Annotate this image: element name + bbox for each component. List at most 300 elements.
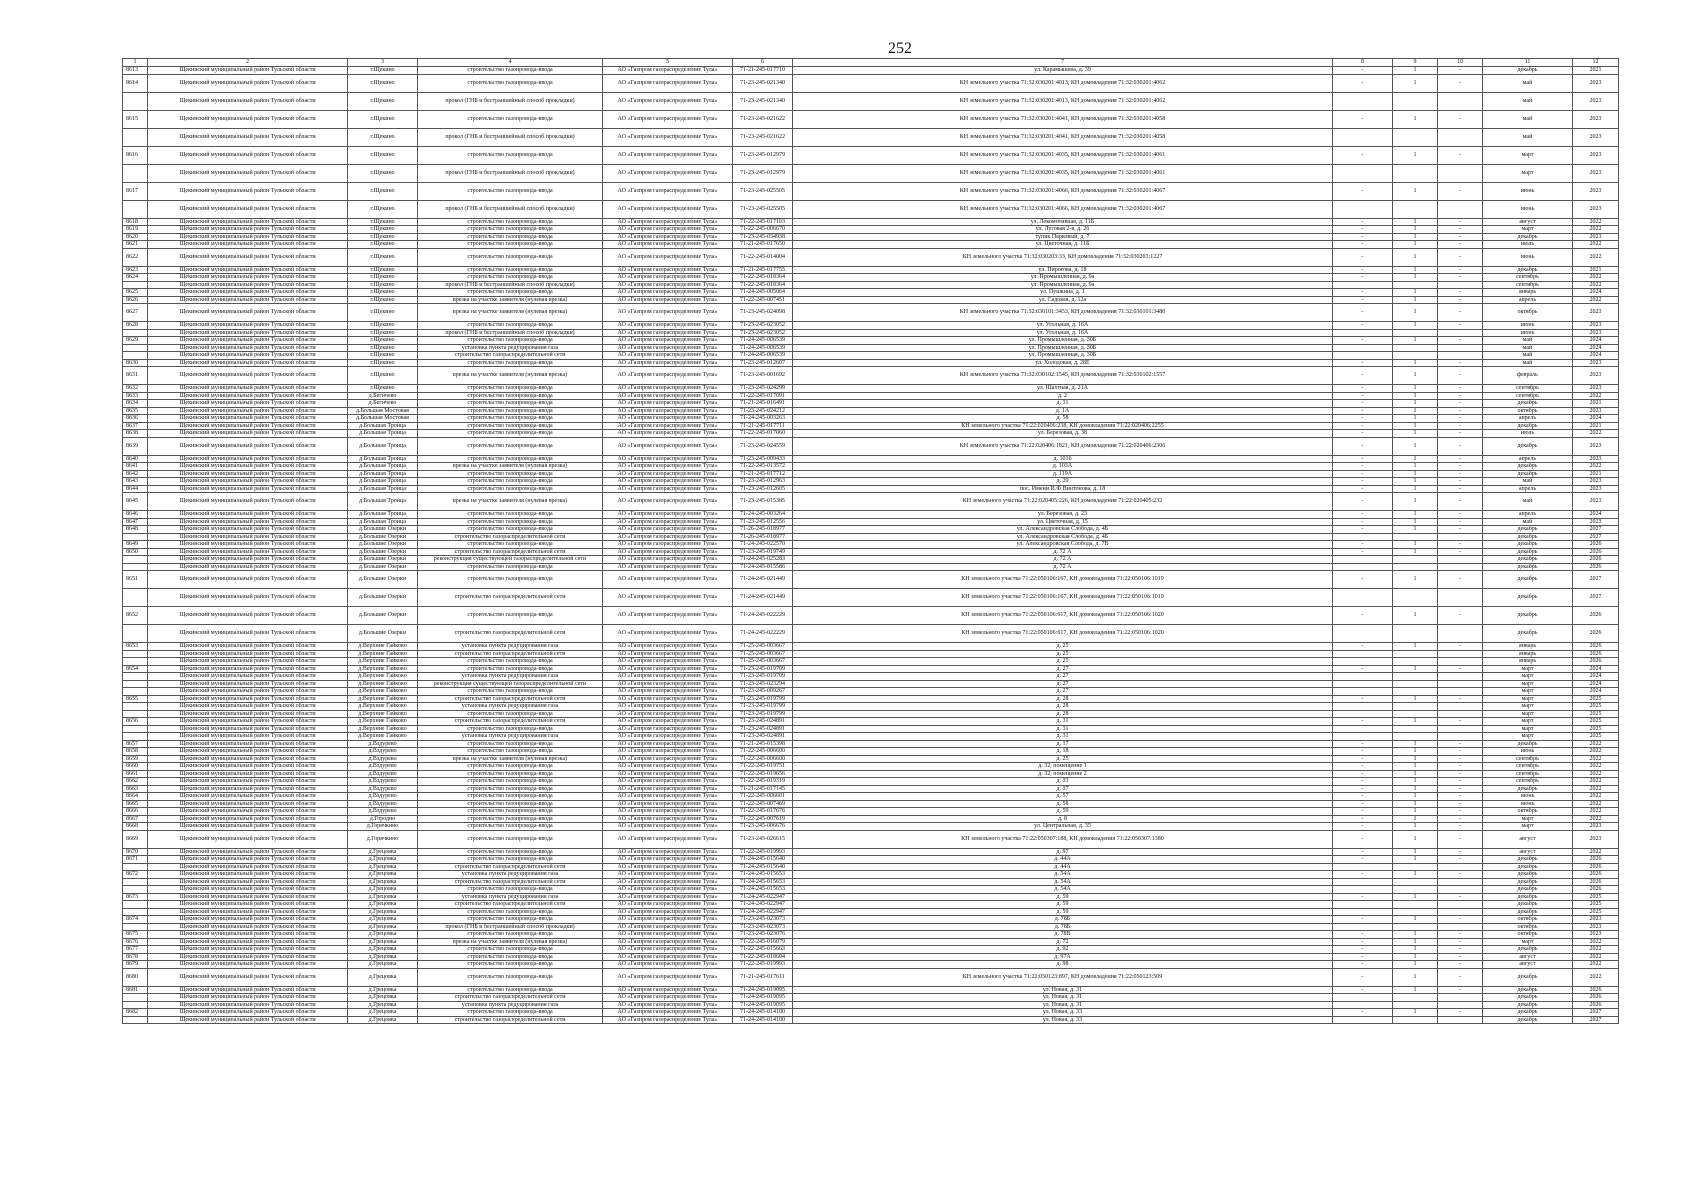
table-cell-col1 (123, 703, 148, 711)
table-cell-col9: 1 (1393, 548, 1438, 556)
table-cell-col12: 2027 (1573, 589, 1619, 607)
table-cell-col7: д. 103А (793, 463, 1333, 471)
table-cell-col3: г.Щекино (348, 337, 418, 345)
table-cell-col8: - (1333, 74, 1393, 92)
table-cell-col7: д. 98 (793, 961, 1333, 969)
table-cell-col5: АО «Газпром газораспределение Тула» (603, 931, 733, 939)
table-cell-col8: - (1333, 385, 1393, 393)
table-cell-col2: Щекинский муниципальный район Тульской области (148, 518, 348, 526)
table-cell-col7: д. 31 (793, 733, 1333, 741)
table-cell-col10 (1438, 563, 1483, 571)
table-cell-col2: Щекинский муниципальный район Тульской области (148, 367, 348, 385)
table-cell-col6: 71-23-245-019799 (733, 710, 793, 718)
table-cell-col6: 71-24-245-005064 (733, 289, 793, 297)
table-cell-col12: 2023 (1573, 182, 1619, 200)
table-cell-col9: 1 (1393, 953, 1438, 961)
table-cell-col12: 2026 (1573, 541, 1619, 549)
table-cell-col3: д.Горячкино (348, 823, 418, 831)
table-cell-col9: 1 (1393, 233, 1438, 241)
table-cell-col10: - (1438, 916, 1483, 924)
table-cell-col9 (1393, 710, 1438, 718)
table-cell-col7: ул. Промышленная, д. 30Б (793, 344, 1333, 352)
table-cell-col5: АО «Газпром газораспределение Тула» (603, 274, 733, 282)
table-cell-col3: д.Большие Озерки (348, 526, 418, 534)
table-cell-col7: д. 25 (793, 658, 1333, 666)
table-cell-col5: АО «Газпром газораспределение Тула» (603, 856, 733, 864)
table-row (123, 367, 1619, 385)
table-cell-col1 (123, 92, 148, 110)
table-cell-col6: 71-22-245-016079 (733, 938, 793, 946)
table-cell-col11: март (1483, 733, 1573, 741)
table-cell-col12: 2022 (1573, 848, 1619, 856)
table-row (123, 533, 1619, 541)
table-cell-col3: г.Щекино (348, 226, 418, 234)
table-cell-col5: АО «Газпром газораспределение Тула» (603, 863, 733, 871)
table-cell-col12: 2022 (1573, 778, 1619, 786)
table-cell-col4: врезка на участке заявителя (нулевая врезка) (418, 493, 603, 511)
table-row (123, 710, 1619, 718)
table-cell-col4: строительство газораспределительной сети (418, 589, 603, 607)
table-row (123, 763, 1619, 771)
table-cell-col10: - (1438, 643, 1483, 651)
table-cell-col10 (1438, 344, 1483, 352)
table-cell-col11: декабрь (1483, 1001, 1573, 1009)
table-cell-col10: - (1438, 785, 1483, 793)
table-cell-col12: 2024 (1573, 688, 1619, 696)
table-cell-col12: 2022 (1573, 763, 1619, 771)
table-cell-col4: строительство газопровода-ввода (418, 815, 603, 823)
table-cell-col4: строительство газопровода-ввода (418, 748, 603, 756)
table-cell-col5: АО «Газпром газораспределение Тула» (603, 946, 733, 954)
table-cell-col3: г.Щекино (348, 281, 418, 289)
table-cell-col6: 71-23-245-021622 (733, 110, 793, 128)
table-cell-col6: 71-22-245-017676 (733, 808, 793, 816)
table-cell-col4: строительство газопровода-ввода (418, 770, 603, 778)
table-cell-col3: г.Щекино (348, 110, 418, 128)
table-cell-col8: - (1333, 526, 1393, 534)
table-cell-col5: АО «Газпром газораспределение Тула» (603, 938, 733, 946)
table-cell-col7: КН земельного участка 71:32:030201:4041, КН домовладения 71:32:030201:4058 (793, 128, 1333, 146)
table-cell-col9: 1 (1393, 511, 1438, 519)
table-cell-col6: 71-26-245-018977 (733, 533, 793, 541)
table-cell-col9 (1393, 680, 1438, 688)
table-cell-col5: АО «Газпром газораспределение Тула» (603, 485, 733, 493)
table-cell-col5: АО «Газпром газораспределение Тула» (603, 953, 733, 961)
table-cell-col12: 2022 (1573, 755, 1619, 763)
table-cell-col2: Щекинский муниципальный район Тульской области (148, 533, 348, 541)
table-cell-col3: д.Вздурево (348, 770, 418, 778)
table-cell-col4: строительство газопровода-ввода (418, 241, 603, 249)
table-cell-col1: 8649 (123, 541, 148, 549)
table-cell-col1: 8622 (123, 248, 148, 266)
table-cell-col4: строительство газораспределительной сети (418, 625, 603, 643)
table-cell-col6: 71-24-245-003263 (733, 415, 793, 423)
table-cell-col11: декабрь (1483, 856, 1573, 864)
table-cell-col7: ул. Промышленная, д. 9а (793, 274, 1333, 282)
table-cell-col8: - (1333, 248, 1393, 266)
table-cell-col4: строительство газопровода-ввода (418, 218, 603, 226)
table-cell-col2: Щекинский муниципальный район Тульской области (148, 430, 348, 438)
table-cell-col10 (1438, 164, 1483, 182)
table-cell-col8 (1333, 650, 1393, 658)
table-cell-col7: д. 44А (793, 863, 1333, 871)
table-cell-col10 (1438, 733, 1483, 741)
table-cell-col11: декабрь (1483, 470, 1573, 478)
table-cell-col2: Щекинский муниципальный район Тульской области (148, 281, 348, 289)
table-cell-col5: АО «Газпром газораспределение Тула» (603, 248, 733, 266)
table-cell-col4: установка пункта редуцирования газа (418, 1001, 603, 1009)
table-cell-col11: июнь (1483, 248, 1573, 266)
table-cell-col5: АО «Газпром газораспределение Тула» (603, 385, 733, 393)
table-cell-col8 (1333, 344, 1393, 352)
table-cell-col11: декабрь (1483, 625, 1573, 643)
table-cell-col4: строительство газопровода-ввода (418, 830, 603, 848)
table-cell-col12: 2026 (1573, 548, 1619, 556)
table-cell-col2: Щекинский муниципальный район Тульской области (148, 893, 348, 901)
table-cell-col4: строительство газораспределительной сети (418, 863, 603, 871)
table-cell-col7: д. 27 (793, 688, 1333, 696)
table-cell-col7: КН земельного участка 71:32:030101:3453, КН домовладения 71:32:030101:3480 (793, 304, 1333, 322)
table-cell-col4: врезка на участке заявителя (нулевая врезка) (418, 296, 603, 304)
table-cell-col1 (123, 673, 148, 681)
table-cell-col7: д. 31 (793, 718, 1333, 726)
table-cell-col2: Щекинский муниципальный район Тульской области (148, 233, 348, 241)
table-row (123, 908, 1619, 916)
table-cell-col6: 71-21-245-016491 (733, 400, 793, 408)
table-cell-col6: 71-21-245-015398 (733, 740, 793, 748)
table-row (123, 200, 1619, 218)
table-cell-col6: 71-24-245-014100 (733, 1009, 793, 1017)
table-cell-col8: - (1333, 800, 1393, 808)
table-cell-col11: апрель (1483, 485, 1573, 493)
table-cell-col2: Щекинский муниципальный район Тульской области (148, 725, 348, 733)
table-cell-col8 (1333, 886, 1393, 894)
table-cell-col12: 2022 (1573, 281, 1619, 289)
table-cell-col12: 2023 (1573, 931, 1619, 939)
table-cell-col12: 2021 (1573, 400, 1619, 408)
table-cell-col2: Щекинский муниципальный район Тульской области (148, 478, 348, 486)
table-cell-col10 (1438, 886, 1483, 894)
table-cell-col1 (123, 164, 148, 182)
table-row (123, 938, 1619, 946)
table-cell-col9: 1 (1393, 830, 1438, 848)
table-cell-col12: 2023 (1573, 437, 1619, 455)
table-cell-col8 (1333, 1001, 1393, 1009)
table-cell-col8 (1333, 625, 1393, 643)
table-cell-col8: - (1333, 274, 1393, 282)
table-row (123, 1001, 1619, 1009)
table-cell-col12: 2023 (1573, 322, 1619, 330)
table-row (123, 493, 1619, 511)
table-row (123, 485, 1619, 493)
table-cell-col12: 2022 (1573, 226, 1619, 234)
table-cell-col11: декабрь (1483, 533, 1573, 541)
table-cell-col1: 8680 (123, 968, 148, 986)
table-cell-col5: АО «Газпром газораспределение Тула» (603, 437, 733, 455)
table-cell-col4: строительство газораспределительной сети (418, 878, 603, 886)
table-cell-col8: - (1333, 218, 1393, 226)
table-cell-col11: январь (1483, 643, 1573, 651)
table-cell-col11: август (1483, 953, 1573, 961)
table-cell-col11: июль (1483, 241, 1573, 249)
table-cell-col1: 8633 (123, 392, 148, 400)
table-cell-col7: ул. Пирогова, д. 18 (793, 266, 1333, 274)
table-cell-col7: ул. Новая, д. 33 (793, 1009, 1333, 1017)
table-cell-col9 (1393, 344, 1438, 352)
table-cell-col11: март (1483, 673, 1573, 681)
table-cell-col12: 2024 (1573, 344, 1619, 352)
table-cell-col2: Щекинский муниципальный район Тульской области (148, 493, 348, 511)
table-cell-col12: 2022 (1573, 938, 1619, 946)
table-row (123, 541, 1619, 549)
table-cell-col10: - (1438, 322, 1483, 330)
table-cell-col5: АО «Газпром газораспределение Тула» (603, 164, 733, 182)
table-cell-col12: 2022 (1573, 296, 1619, 304)
table-cell-col8 (1333, 725, 1393, 733)
table-row (123, 863, 1619, 871)
table-cell-col7: д. 58 (793, 800, 1333, 808)
table-cell-col10: - (1438, 815, 1483, 823)
table-cell-col8: - (1333, 793, 1393, 801)
table-row (123, 359, 1619, 367)
table-cell-col4: установка пункта редуцирования газа (418, 893, 603, 901)
table-cell-col7: д. 33 (793, 778, 1333, 786)
table-cell-col7: д. 54А (793, 886, 1333, 894)
table-row (123, 680, 1619, 688)
table-cell-col12: 2026 (1573, 886, 1619, 894)
table-cell-col12: 2026 (1573, 650, 1619, 658)
table-cell-col3: г.Щекино (348, 274, 418, 282)
table-cell-col2: Щекинский муниципальный район Тульской области (148, 470, 348, 478)
table-cell-col11: июнь (1483, 322, 1573, 330)
table-cell-col2: Щекинский муниципальный район Тульской области (148, 688, 348, 696)
table-cell-col9: 1 (1393, 571, 1438, 589)
table-cell-col1: 8675 (123, 931, 148, 939)
table-cell-col12: 2023 (1573, 478, 1619, 486)
table-cell-col12: 2025 (1573, 733, 1619, 741)
table-cell-col1: 8629 (123, 337, 148, 345)
table-row (123, 392, 1619, 400)
table-cell-col9 (1393, 725, 1438, 733)
table-cell-col2: Щекинский муниципальный район Тульской области (148, 968, 348, 986)
table-cell-col6: 71-21-245-017650 (733, 241, 793, 249)
table-cell-col12: 2023 (1573, 367, 1619, 385)
table-cell-col9: 1 (1393, 218, 1438, 226)
table-cell-col2: Щекинский муниципальный район Тульской области (148, 808, 348, 816)
table-cell-col11: декабрь (1483, 437, 1573, 455)
table-cell-col2: Щекинский муниципальный район Тульской области (148, 908, 348, 916)
table-cell-col6: 71-22-245-006600 (733, 755, 793, 763)
table-cell-col11: май (1483, 352, 1573, 360)
table-cell-col4: прокол (ГНБ и бестраншейный способ прокладки) (418, 329, 603, 337)
table-cell-col7: ул. Новая, д. 31 (793, 994, 1333, 1002)
table-cell-col2: Щекинский муниципальный район Тульской области (148, 695, 348, 703)
table-cell-col2: Щекинский муниципальный район Тульской области (148, 407, 348, 415)
table-cell-col3: д.Грецовка (348, 961, 418, 969)
table-cell-col10: - (1438, 946, 1483, 954)
table-cell-col2: Щекинский муниципальный район Тульской области (148, 274, 348, 282)
table-cell-col5: АО «Газпром газораспределение Тула» (603, 352, 733, 360)
table-cell-col7: пос. Имени И.Ф.Винтонова, д. 18 (793, 485, 1333, 493)
table-cell-col11: март (1483, 688, 1573, 696)
header-cell: 2 (148, 59, 348, 67)
table-cell-col10: - (1438, 266, 1483, 274)
table-cell-col1: 8681 (123, 986, 148, 994)
table-cell-col7: д. 78В (793, 931, 1333, 939)
table-cell-col6: 71-23-245-019749 (733, 548, 793, 556)
table-cell-col3: г.Щекино (348, 266, 418, 274)
table-cell-col1: 8645 (123, 493, 148, 511)
table-cell-col7: д. 8 (793, 815, 1333, 823)
table-cell-col6: 71-22-245-014004 (733, 248, 793, 266)
table-cell-col6: 71-24-245-006539 (733, 352, 793, 360)
table-cell-col11: март (1483, 823, 1573, 831)
table-cell-col11: сентябрь (1483, 770, 1573, 778)
table-cell-col9 (1393, 878, 1438, 886)
table-cell-col1 (123, 688, 148, 696)
table-cell-col11: апрель (1483, 455, 1573, 463)
table-cell-col4: строительство газопровода-ввода (418, 725, 603, 733)
table-cell-col9: 1 (1393, 665, 1438, 673)
table-cell-col2: Щекинский муниципальный район Тульской области (148, 863, 348, 871)
table-cell-col4: строительство газопровода-ввода (418, 455, 603, 463)
table-cell-col10 (1438, 589, 1483, 607)
table-cell-col10 (1438, 994, 1483, 1002)
table-cell-col7: д. 59 (793, 901, 1333, 909)
table-cell-col12: 2022 (1573, 793, 1619, 801)
table-cell-col1: 8631 (123, 367, 148, 385)
table-cell-col7: д. 78Б (793, 916, 1333, 924)
table-cell-col8 (1333, 878, 1393, 886)
table-cell-col4: установка пункта редуцирования газа (418, 871, 603, 879)
table-row (123, 968, 1619, 986)
header-cell: 6 (733, 59, 793, 67)
table-cell-col2: Щекинский муниципальный район Тульской области (148, 400, 348, 408)
table-cell-col10: - (1438, 415, 1483, 423)
table-cell-col11: декабрь (1483, 986, 1573, 994)
table-cell-col6: 71-24-245-015640 (733, 856, 793, 864)
table-cell-col1: 8667 (123, 815, 148, 823)
table-cell-col6: 71-23-245-024891 (733, 733, 793, 741)
table-cell-col10: - (1438, 808, 1483, 816)
table-cell-col2: Щекинский муниципальный район Тульской области (148, 352, 348, 360)
table-cell-col9: 1 (1393, 470, 1438, 478)
table-cell-col1: 8682 (123, 1009, 148, 1017)
table-cell-col4: строительство газопровода-ввода (418, 665, 603, 673)
table-cell-col3: г.Щекино (348, 146, 418, 164)
table-cell-col6: 71-25-245-003667 (733, 643, 793, 651)
table-cell-col6: 71-23-245-034938 (733, 233, 793, 241)
table-cell-col2: Щекинский муниципальный район Тульской области (148, 422, 348, 430)
table-cell-col5: АО «Газпром газораспределение Тула» (603, 695, 733, 703)
table-cell-col9: 1 (1393, 274, 1438, 282)
table-cell-col11: март (1483, 226, 1573, 234)
table-cell-col12: 2026 (1573, 556, 1619, 564)
table-cell-col12: 2026 (1573, 871, 1619, 879)
table-cell-col12: 2023 (1573, 110, 1619, 128)
table-cell-col12: 2023 (1573, 128, 1619, 146)
table-cell-col1: 8618 (123, 218, 148, 226)
table-cell-col2: Щекинский муниципальный район Тульской области (148, 392, 348, 400)
table-cell-col4: строительство газопровода-ввода (418, 478, 603, 486)
table-cell-col3: д.Грецовка (348, 986, 418, 994)
table-cell-col9: 1 (1393, 748, 1438, 756)
table-cell-col8: - (1333, 296, 1393, 304)
table-cell-col1 (123, 200, 148, 218)
table-cell-col8: - (1333, 422, 1393, 430)
table-row (123, 463, 1619, 471)
table-cell-col1: 8659 (123, 755, 148, 763)
table-cell-col6: 71-24-245-022229 (733, 607, 793, 625)
table-cell-col9: 1 (1393, 793, 1438, 801)
table-cell-col2: Щекинский муниципальный район Тульской области (148, 886, 348, 894)
table-cell-col11: декабрь (1483, 1016, 1573, 1024)
table-cell-col9: 1 (1393, 1009, 1438, 1017)
table-cell-col3: д.Грецовка (348, 1009, 418, 1017)
table-cell-col4: строительство газопровода-ввода (418, 1009, 603, 1017)
table-cell-col6: 71-25-245-003667 (733, 658, 793, 666)
table-cell-col12: 2022 (1573, 248, 1619, 266)
table-cell-col11: май (1483, 128, 1573, 146)
table-row (123, 407, 1619, 415)
table-row (123, 878, 1619, 886)
table-cell-col10: - (1438, 526, 1483, 534)
table-cell-col7: д. 31 (793, 725, 1333, 733)
table-cell-col11: март (1483, 725, 1573, 733)
table-cell-col9: 1 (1393, 146, 1438, 164)
table-cell-col2: Щекинский муниципальный район Тульской области (148, 344, 348, 352)
table-cell-col10 (1438, 556, 1483, 564)
table-cell-col7: КН земельного участка 71:22:020405:226, КН домовладения 71:22:020405:232 (793, 493, 1333, 511)
table-cell-col4: строительство газопровода-ввода (418, 233, 603, 241)
table-cell-col8 (1333, 658, 1393, 666)
table-row (123, 110, 1619, 128)
table-cell-col4: строительство газопровода-ввода (418, 485, 603, 493)
table-cell-col1: 8641 (123, 463, 148, 471)
table-cell-col1 (123, 533, 148, 541)
table-cell-col7: ул. Центральная, д. 35 (793, 823, 1333, 831)
table-cell-col11: декабрь (1483, 878, 1573, 886)
table-cell-col6: 71-24-245-022947 (733, 893, 793, 901)
table-cell-col12: 2022 (1573, 785, 1619, 793)
table-cell-col11: апрель (1483, 415, 1573, 423)
table-cell-col7: КН земельного участка 71:22:050307:188, КН домовладения 71:22:050307:1380 (793, 830, 1333, 848)
table-cell-col7: д. 92 (793, 946, 1333, 954)
table-cell-col6: 71-21-245-017712 (733, 470, 793, 478)
table-cell-col12: 2022 (1573, 800, 1619, 808)
table-cell-col1: 8617 (123, 182, 148, 200)
table-cell-col11: декабрь (1483, 556, 1573, 564)
table-cell-col11: декабрь (1483, 946, 1573, 954)
table-row (123, 304, 1619, 322)
table-cell-col7: д. 25 (793, 643, 1333, 651)
table-cell-col3: д.Вздурево (348, 785, 418, 793)
table-cell-col3: д.Грецовка (348, 871, 418, 879)
table-cell-col4: строительство газопровода-ввода (418, 848, 603, 856)
table-cell-col3: д.Грецовка (348, 931, 418, 939)
table-cell-col6: 71-23-245-023076 (733, 931, 793, 939)
table-cell-col10 (1438, 650, 1483, 658)
table-cell-col8: - (1333, 808, 1393, 816)
table-cell-col10: - (1438, 241, 1483, 249)
table-cell-col4: строительство газопровода-ввода (418, 778, 603, 786)
table-cell-col9: 1 (1393, 455, 1438, 463)
table-cell-col3: д.Большая Троица (348, 511, 418, 519)
table-cell-col4: строительство газораспределительной сети (418, 352, 603, 360)
table-cell-col5: АО «Газпром газораспределение Тула» (603, 1016, 733, 1024)
table-cell-col7: КН земельного участка 71:22:050106:167, КН домовладения 71:22:050106:1019 (793, 589, 1333, 607)
table-cell-col7: д. 1А (793, 407, 1333, 415)
